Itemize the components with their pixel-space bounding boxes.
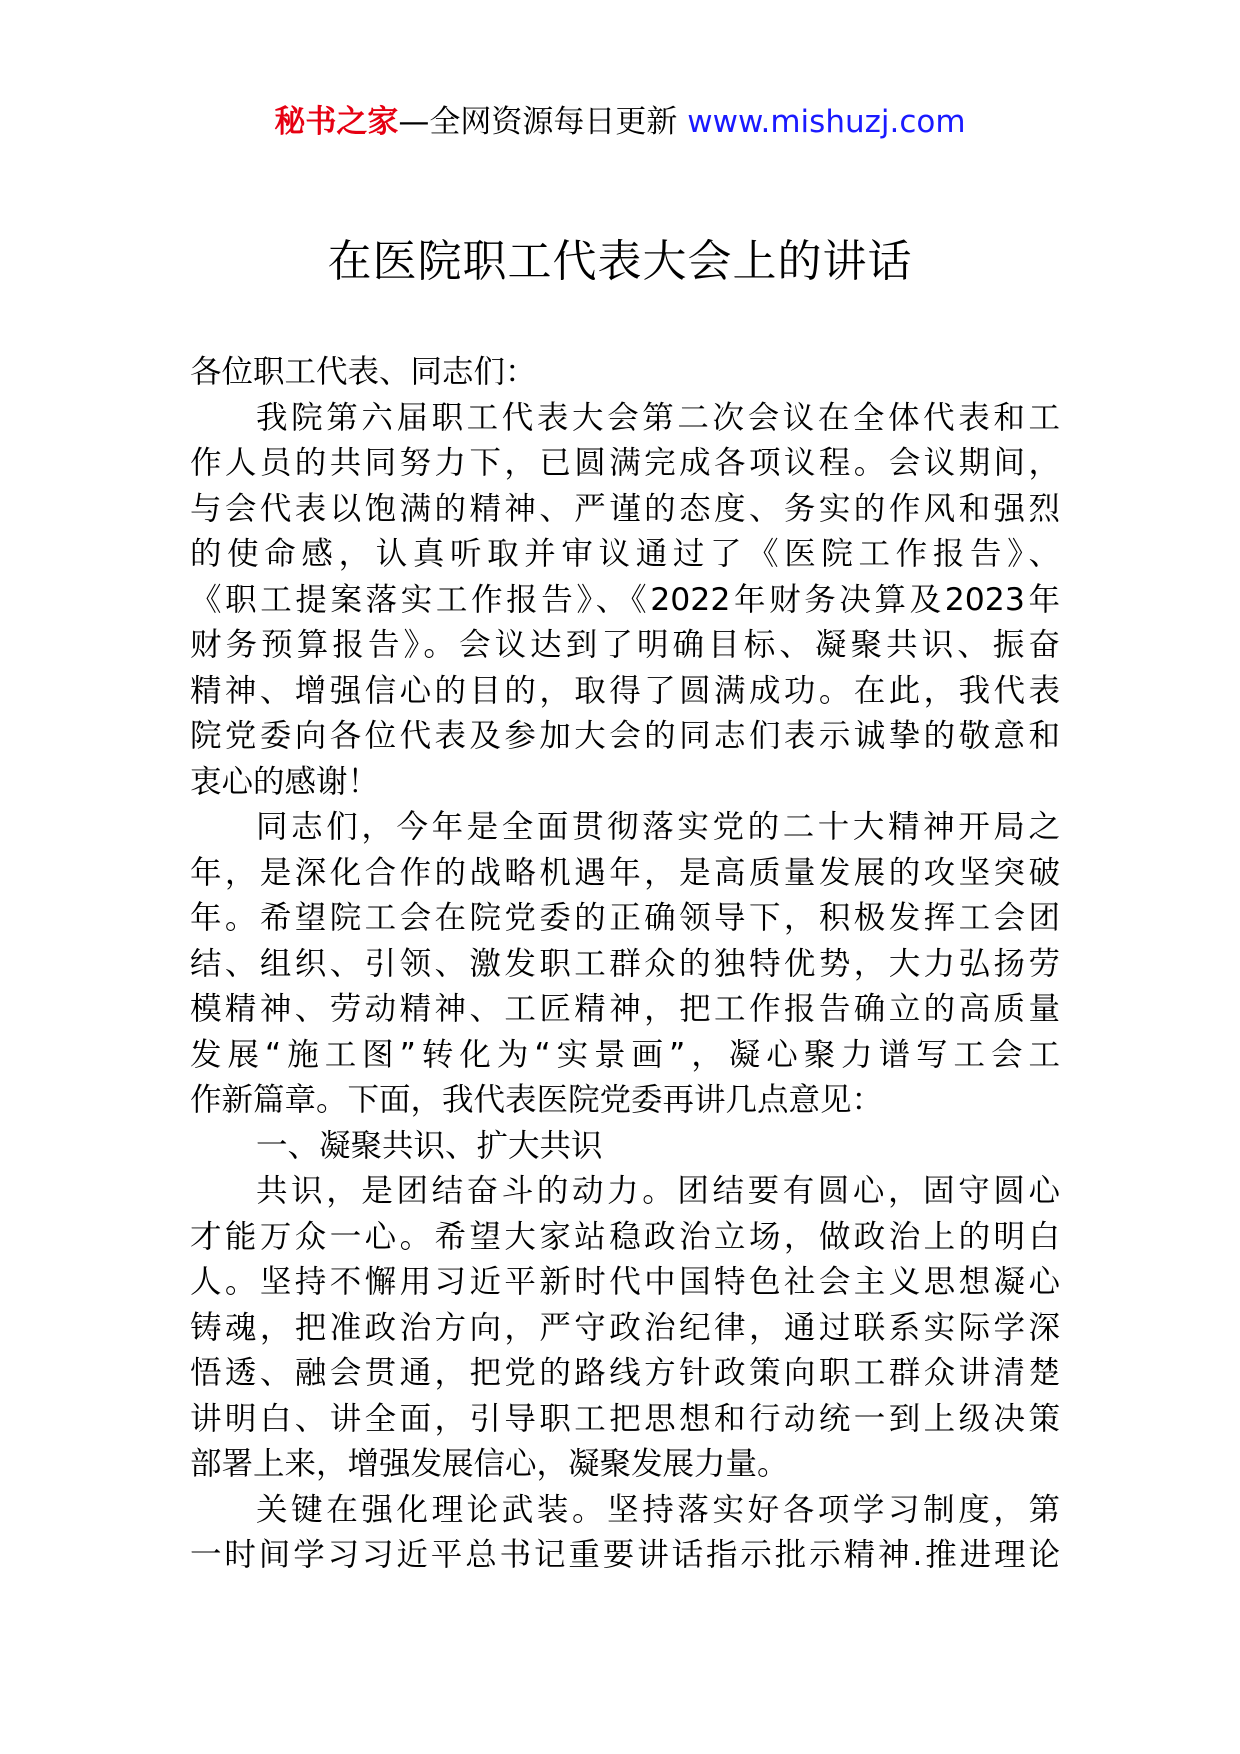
body-line: 院党委向各位代表及参加大会的同志们表示诚挚的敬意和: [190, 718, 1060, 754]
body-line: 人。坚持不懈用习近平新时代中国特色社会主义思想凝心: [190, 1264, 1060, 1300]
body-line: 年。希望院工会在院党委的正确领导下，积极发挥工会团: [190, 900, 1060, 936]
body-line: 铸魂，把准政治方向，严守政治纪律，通过联系实际学深: [190, 1309, 1060, 1346]
body-line: 与会代表以饱满的精神、严谨的态度、务实的作风和强烈: [190, 490, 1060, 527]
body-line: 的使命感，认真听取并审议通过了《医院工作报告》、: [190, 536, 1060, 572]
document-body: [190, 350, 1060, 1579]
site-url-link[interactable]: www.mishuzj.com: [687, 104, 966, 140]
body-line: 关键在强化理论武装。坚持落实好各项学习制度，第: [256, 1491, 1060, 1528]
body-line: 才能万众一心。希望大家站稳政治立场，做政治上的明白: [190, 1218, 1060, 1255]
site-header: [0, 100, 1240, 144]
body-line: 同志们，今年是全面贯彻落实党的二十大精神开局之: [256, 809, 1060, 845]
body-line: 模精神、劳动精神、工匠精神，把工作报告确立的高质量: [190, 991, 1060, 1027]
body-line: 年，是深化合作的战略机遇年，是高质量发展的攻坚突破: [190, 854, 1060, 891]
body-line: 作人员的共同努力下，已圆满完成各项议程。会议期间，: [190, 445, 1060, 481]
document-title: 在医院职工代表大会上的讲话: [327, 236, 913, 287]
body-line: 一时间学习习近平总书记重要讲话指示批示精神.推进理论: [190, 1537, 1060, 1573]
body-line: 讲明白、讲全面，引导职工把思想和行动统一到上级决策: [190, 1400, 1060, 1437]
body-line: 财务预算报告》。会议达到了明确目标、凝聚共识、振奋: [190, 627, 1060, 663]
body-line: 发展“施工图”转化为“实景画”，凝心聚力谱写工会工: [190, 1036, 1060, 1073]
body-line: 衷心的感谢！: [190, 763, 380, 800]
body-line: 共识，是团结奋斗的动力。团结要有圆心，固守圆心: [256, 1173, 1060, 1209]
body-line: 悟透、融会贯通，把党的路线方针政策向职工群众讲清楚: [190, 1355, 1060, 1391]
body-line: 《职工提案落实工作报告》、《2022年财务决算及2023年: [190, 581, 1060, 618]
site-brand: 秘书之家: [274, 104, 399, 140]
body-line: 部署上来，增强发展信心，凝聚发展力量。: [190, 1446, 789, 1482]
site-tagline: —全网资源每日更新: [398, 104, 688, 140]
salutation-line: 各位职工代表、同志们：: [190, 354, 537, 390]
body-line: 结、组织、引领、激发职工群众的独特优势，大力弘扬劳: [190, 945, 1060, 982]
body-line: 精神、增强信心的目的，取得了圆满成功。在此，我代表: [190, 672, 1060, 709]
body-line: 作新篇章。下面，我代表医院党委再讲几点意见：: [190, 1082, 884, 1118]
section-heading: 一、凝聚共识、扩大共识: [256, 1127, 603, 1164]
body-line: 我院第六届职工代表大会第二次会议在全体代表和工: [256, 399, 1060, 436]
